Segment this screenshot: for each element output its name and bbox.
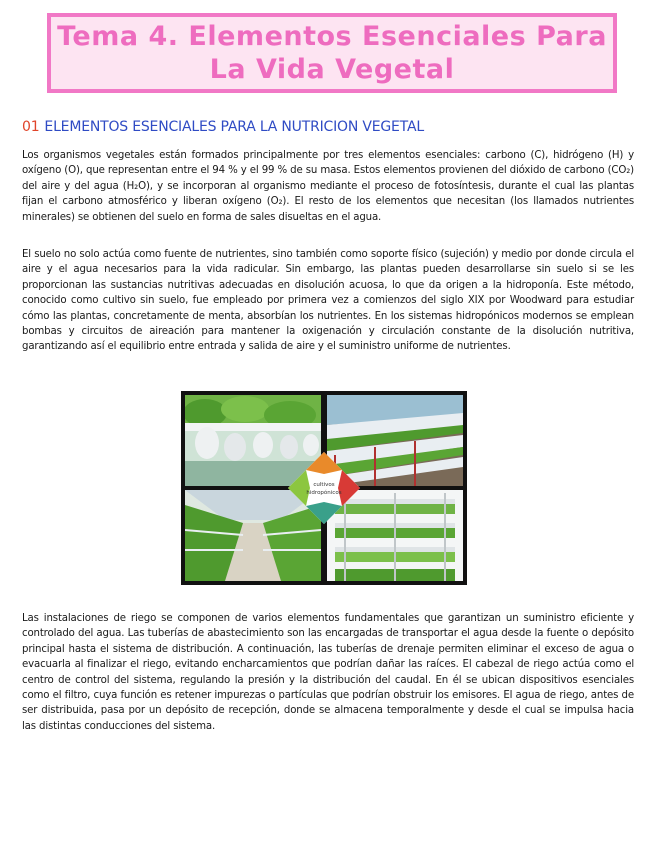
title-box bbox=[47, 13, 617, 93]
paragraph-irrigation: Las instalaciones de riego se componen de varios elementos fundamentales que garantizan un suministro eficiente y controlado del agua. Las tuberías de abastecimiento son las encargadas de transportar el agua desde la fuente o depósito principal hasta el sistema de distribución. A continuación, las tuberías de drenaje permiten eliminar el exceso de agua o evacuarla al finalizar el riego, evitando encharcamientos que podrían dañar las raíces. El cabezal de riego actúa como el centro de control del sistema, regulando la presión y la distribución del caudal. En él se ubican dispositivos esenciales como el filtro, cuya función es retener impurezas o partículas que podrían obstruir los emisores. El agua de riego, antes de ser distribuida, pasa por un depósito de recepción, donde se almacena temporalmente y desde el cual se impulsa hacia las distintas conducciones del sistema. bbox=[22, 613, 634, 732]
collage-svg bbox=[185, 395, 463, 581]
paragraph-soil-hydroponics: El suelo no solo actúa como fuente de nutrientes, sino también como soporte físico (sujeción) y medio por donde circula el aire y el agua necesarios para la vida radicular. Sin embargo, las plantas pueden desarrollarse sin suelo si se les proporcionan las sustancias nutritivas adecuadas en disolución acuosa, lo que da origen a la hidroponía. Este método, conocido como cultivo sin suelo, fue empleado por primera vez a comienzos del siglo XIX por Woodward para estudiar cómo las plantas, concretamente de menta, absorbían los nutrientes. En los sistemas hidropónicos modernos se emplean bombas y circuitos de aireación para mantener la oxigenación y circulación constante de la disolución nutritiva, garantizando así el equilibrio entre entrada y salida de aire y el suministro uniforme de nutrientes. bbox=[22, 249, 634, 353]
photo-vertical-racks bbox=[327, 490, 463, 581]
photo-greenhouse-aisle bbox=[185, 490, 321, 581]
photo-hanging-pots bbox=[185, 395, 321, 486]
paragraph-nutrition: Los organismos vegetales están formados principalmente por tres elementos esenciales: carbono (C), hidrógeno (H) y oxígeno (O), que representan entre el 94 % y el 99 % de su masa. Estos elementos provienen del dióxido de carbono (CO₂) del aire y del agua (H₂O), y se incorporan al organismo mediante el proceso de fotosíntesis, durante el cual las plantas fijan el carbono atmosférico y liberan oxígeno (O₂). El resto de los elementos que necesitan (los llamados nutrientes minerales) se obtienen del suelo en forma de sales disueltas en el agua. bbox=[22, 150, 634, 223]
section-number: 01 bbox=[22, 119, 40, 135]
page-title-line-1: Tema 4. Elementos Esenciales Para bbox=[57, 21, 607, 52]
diamond-label-2: hidropónicos bbox=[306, 490, 342, 496]
photo-pipe-rows bbox=[327, 395, 463, 486]
section-title: ELEMENTOS ESENCIALES PARA LA NUTRICION VEGETAL bbox=[44, 119, 424, 135]
diamond-label-1: cultivos bbox=[313, 482, 335, 488]
section-heading bbox=[22, 118, 424, 136]
hydroponics-collage-image bbox=[181, 391, 467, 585]
page-title-line-2: La Vida Vegetal bbox=[209, 54, 455, 85]
